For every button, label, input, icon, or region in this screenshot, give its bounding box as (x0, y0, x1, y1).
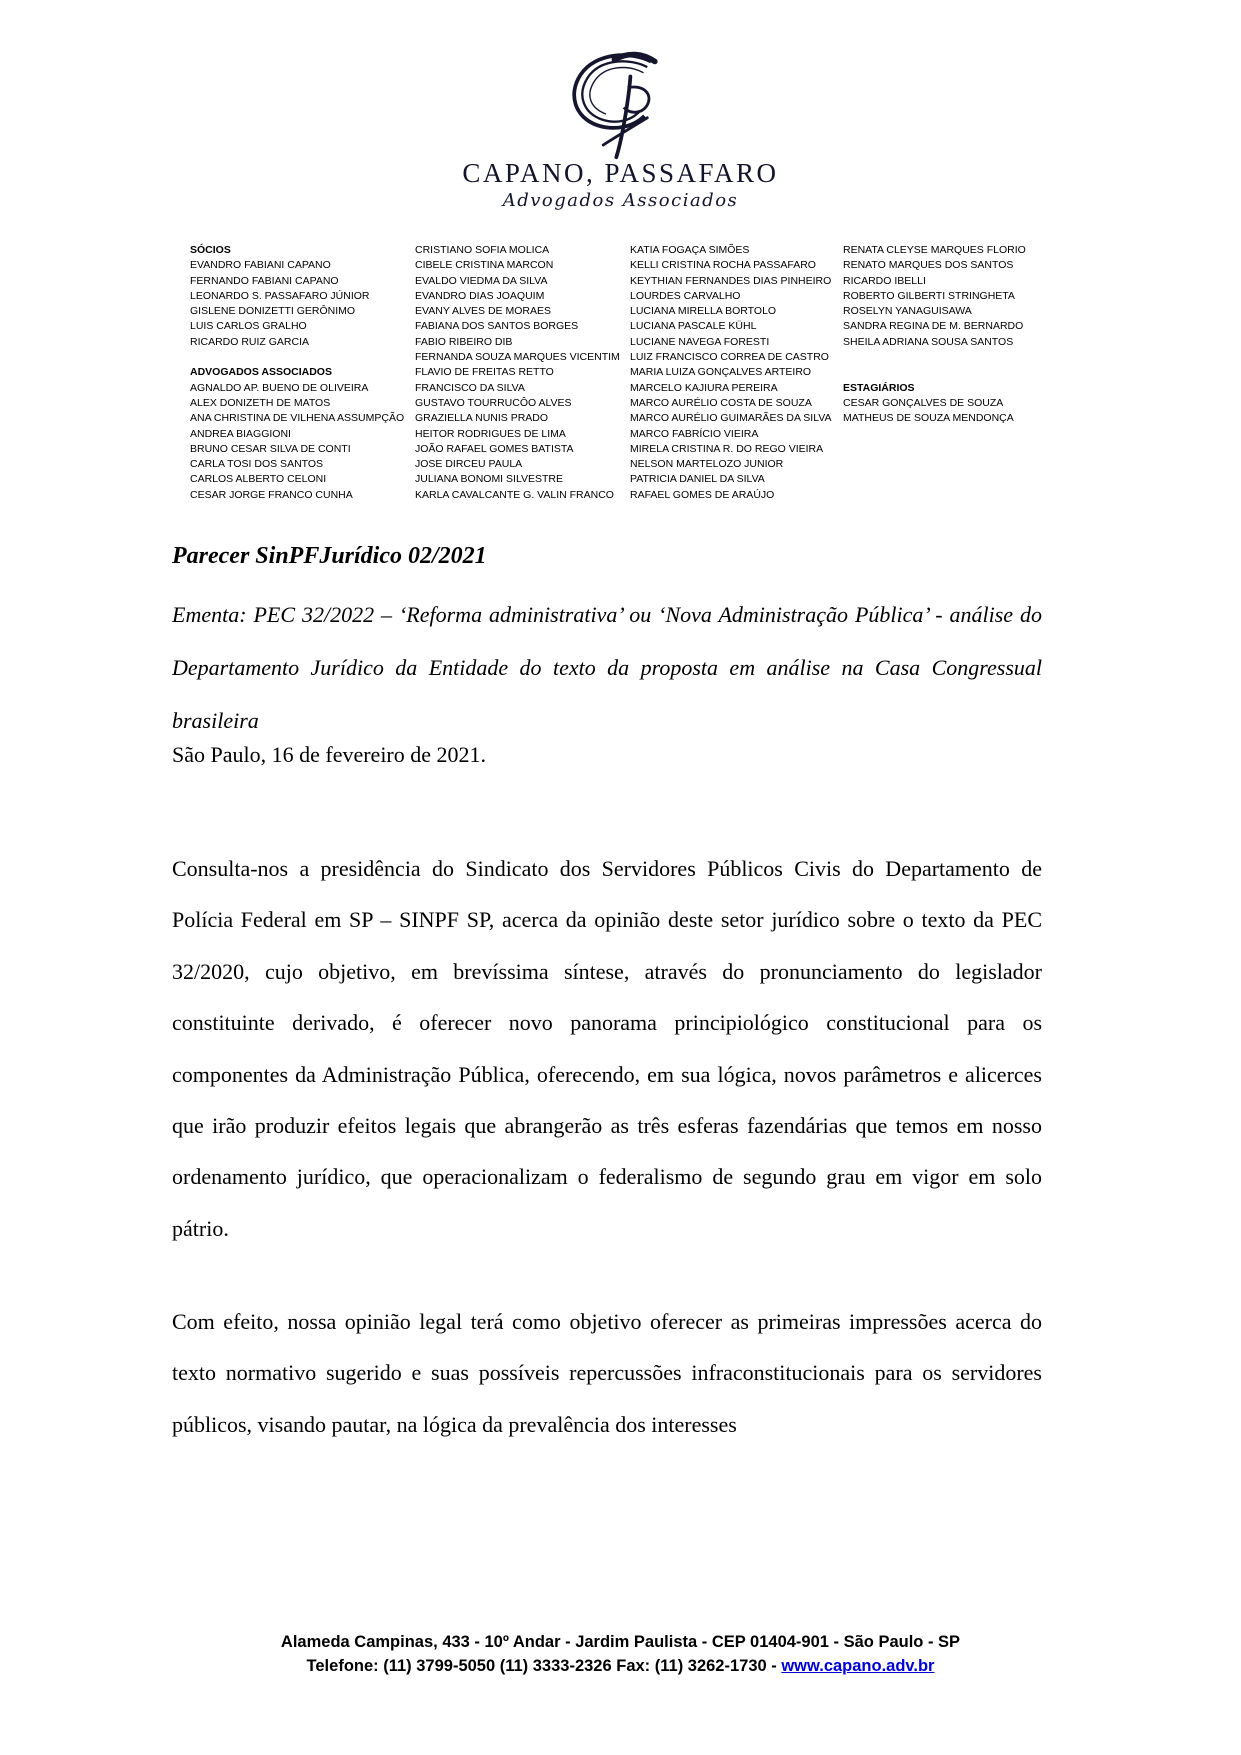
letterhead-name: JOÃO RAFAEL GOMES BATISTA (415, 442, 574, 455)
letterhead-column-estagiarios (843, 243, 1026, 427)
letterhead-name: EVANDRO FABIANI CAPANO (190, 259, 331, 272)
letterhead-name: RICARDO RUIZ GARCIA (190, 335, 310, 348)
letterhead (0, 48, 1241, 211)
letterhead-name: MARCELO KAJIURA PEREIRA (630, 381, 778, 394)
letterhead-name: HEITOR RODRIGUES DE LIMA (415, 427, 566, 440)
letterhead-name: KEYTHIAN FERNANDES DIAS PINHEIRO (630, 274, 832, 287)
letterhead-name: FRANCISCO DA SILVA (415, 381, 525, 394)
letterhead-name: CESAR GONÇALVES DE SOUZA (843, 396, 1004, 409)
letterhead-name: GISLENE DONIZETTI GERÔNIMO (190, 305, 356, 318)
letterhead-column-2 (415, 243, 620, 503)
document-paragraph: Consulta-nos a presidência do Sindicato dos Servidores Públicos Civis do Departamento de Polícia Federal em SP – SINPF SP, acerca da opinião deste setor jurídico sobre o texto da PEC 32/2020, cujo objetivo, em brevíssima síntese, através do pronunciamento do legislador constituinte derivado, é oferecer novo panorama principiológico constitucional para os componentes da Administração Pública, oferecendo, em sua lógica, novos parâmetros e alicerces que irão produzir efeitos legais que abrangerão as três esferas fazendárias que temos em nosso ordenamento jurídico, que operacionalizam o federalismo de segundo grau em vigor em solo pátrio. (172, 856, 1042, 1241)
letterhead-column-socios (190, 243, 404, 503)
letterhead-name: LUCIANA MIRELLA BORTOLO (630, 305, 777, 318)
letterhead-blank-row (843, 365, 1026, 380)
letterhead-name: ROBERTO GILBERTI STRINGHETA (843, 289, 1015, 302)
letterhead-name: EVANDRO DIAS JOAQUIM (415, 289, 545, 302)
letterhead-name: LUCIANA PASCALE KÜHL (630, 320, 757, 333)
firm-name: CAPANO, PASSAFARO (462, 158, 779, 188)
letterhead-name: NELSON MARTELOZO JUNIOR (630, 458, 784, 471)
firm-logo-cp-monogram-icon (560, 48, 682, 166)
letterhead-name: CIBELE CRISTINA MARCON (415, 259, 554, 272)
letterhead-name: LUCIANE NAVEGA FORESTI (630, 335, 770, 348)
letterhead-name: FERNANDO FABIANI CAPANO (190, 274, 339, 287)
letterhead-name: JOSE DIRCEU PAULA (415, 458, 523, 471)
footer-address: Alameda Campinas, 433 - 10º Andar - Jardim Paulista - CEP 01404-901 - São Paulo - SP (280, 1633, 961, 1651)
letterhead-name: MARIA LUIZA GONÇALVES ARTEIRO (630, 366, 812, 379)
letterhead-name: CESAR JORGE FRANCO CUNHA (190, 488, 353, 501)
letterhead-blank-row (190, 350, 404, 365)
letterhead-name: LEONARDO S. PASSAFARO JÚNIOR (190, 289, 370, 302)
letterhead-name: LOURDES CARVALHO (630, 289, 741, 302)
letterhead-name: GUSTAVO TOURRUCÔO ALVES (415, 396, 572, 409)
letterhead-name: CARLOS ALBERTO CELONI (190, 473, 327, 486)
letterhead-name: ANDREA BIAGGIONI (190, 427, 291, 440)
letterhead-section-heading: ESTAGIÁRIOS (843, 381, 915, 394)
letterhead-name: LUIS CARLOS GRALHO (190, 320, 307, 333)
letterhead-name: MATHEUS DE SOUZA MENDONÇA (843, 412, 1014, 425)
letterhead-name: MARCO FABRÍCIO VIEIRA (630, 427, 759, 440)
footer-contact-line (0, 1654, 1241, 1678)
letterhead-name: CRISTIANO SOFIA MOLICA (415, 244, 550, 256)
letterhead-section-heading: ADVOGADOS ASSOCIADOS (190, 366, 332, 379)
letterhead-section-heading: SÓCIOS (190, 244, 231, 256)
letterhead-name: KATIA FOGAÇA SIMÕES (630, 244, 750, 256)
letterhead-name: FERNANDA SOUZA MARQUES VICENTIM (415, 351, 620, 364)
document-paragraph: Com efeito, nossa opinião legal terá como objetivo oferecer as primeiras impressões acerca do texto normativo sugerido e suas possíveis repercussões infraconstitucionais para os servidores públicos, visando pautar, na lógica da prevalência dos interesses (172, 1309, 1042, 1437)
letterhead-name: MARCO AURÉLIO GUIMARÃES DA SILVA (630, 412, 832, 425)
letterhead-name: RENATO MARQUES DOS SANTOS (843, 259, 1014, 272)
letterhead-name: EVALDO VIEDMA DA SILVA (415, 274, 548, 287)
page-footer (0, 1630, 1241, 1678)
letterhead-name: MARCO AURÉLIO COSTA DE SOUZA (630, 396, 812, 409)
letterhead-name: RENATA CLEYSE MARQUES FLORIO (843, 244, 1026, 256)
letterhead-name: AGNALDO AP. BUENO DE OLIVEIRA (190, 381, 369, 394)
document-title: Parecer SinPFJurídico 02/2021 (172, 543, 487, 569)
letterhead-name: FABIANA DOS SANTOS BORGES (415, 320, 579, 333)
letterhead-name: JULIANA BONOMI SILVESTRE (415, 473, 564, 486)
footer-phones: Telefone: (11) 3799-5050 (11) 3333-2326 Fax: (11) 3262-1730 - (306, 1657, 782, 1675)
letterhead-name: FLAVIO DE FREITAS RETTO (415, 366, 554, 379)
letterhead-name: FABIO RIBEIRO DIB (415, 335, 513, 348)
letterhead-name: LUIZ FRANCISCO CORREA DE CASTRO (630, 351, 829, 364)
letterhead-name: ALEX DONIZETH DE MATOS (190, 396, 331, 409)
letterhead-name: BRUNO CESAR SILVA DE CONTI (190, 442, 351, 455)
letterhead-name: PATRICIA DANIEL DA SILVA (630, 473, 765, 486)
letterhead-name: RAFAEL GOMES DE ARAÚJO (630, 488, 775, 501)
letterhead-name: EVANY ALVES DE MORAES (415, 305, 551, 318)
document-ementa: Ementa: PEC 32/2022 – ‘Reforma administrativa’ ou ‘Nova Administração Pública’ - análise do Departamento Jurídico da Entidade do texto da proposta em análise na Casa Congressual brasileira (172, 602, 1042, 733)
letterhead-name: KARLA CAVALCANTE G. VALIN FRANCO (415, 488, 614, 501)
letterhead-name: ROSELYN YANAGUISAWA (843, 305, 972, 318)
letterhead-name: SHEILA ADRIANA SOUSA SANTOS (843, 335, 1014, 348)
letterhead-name: KELLI CRISTINA ROCHA PASSAFARO (630, 259, 816, 272)
website-link[interactable]: www.capano.adv.br (781, 1657, 935, 1675)
firm-subtitle: Advogados Associados (502, 190, 739, 211)
letterhead-name: GRAZIELLA NUNIS PRADO (415, 412, 549, 425)
letterhead-blank-row (843, 350, 1026, 365)
letterhead-name: SANDRA REGINA DE M. BERNARDO (843, 320, 1024, 333)
letterhead-name: MIRELA CRISTINA R. DO REGO VIEIRA (630, 442, 824, 455)
letterhead-column-3 (630, 243, 832, 503)
letterhead-name: RICARDO IBELLI (843, 274, 926, 287)
letterhead-name: CARLA TOSI DOS SANTOS (190, 458, 324, 471)
document-date-line: São Paulo, 16 de fevereiro de 2021. (172, 742, 487, 767)
letterhead-name: ANA CHRISTINA DE VILHENA ASSUMPÇÃO (190, 412, 405, 425)
